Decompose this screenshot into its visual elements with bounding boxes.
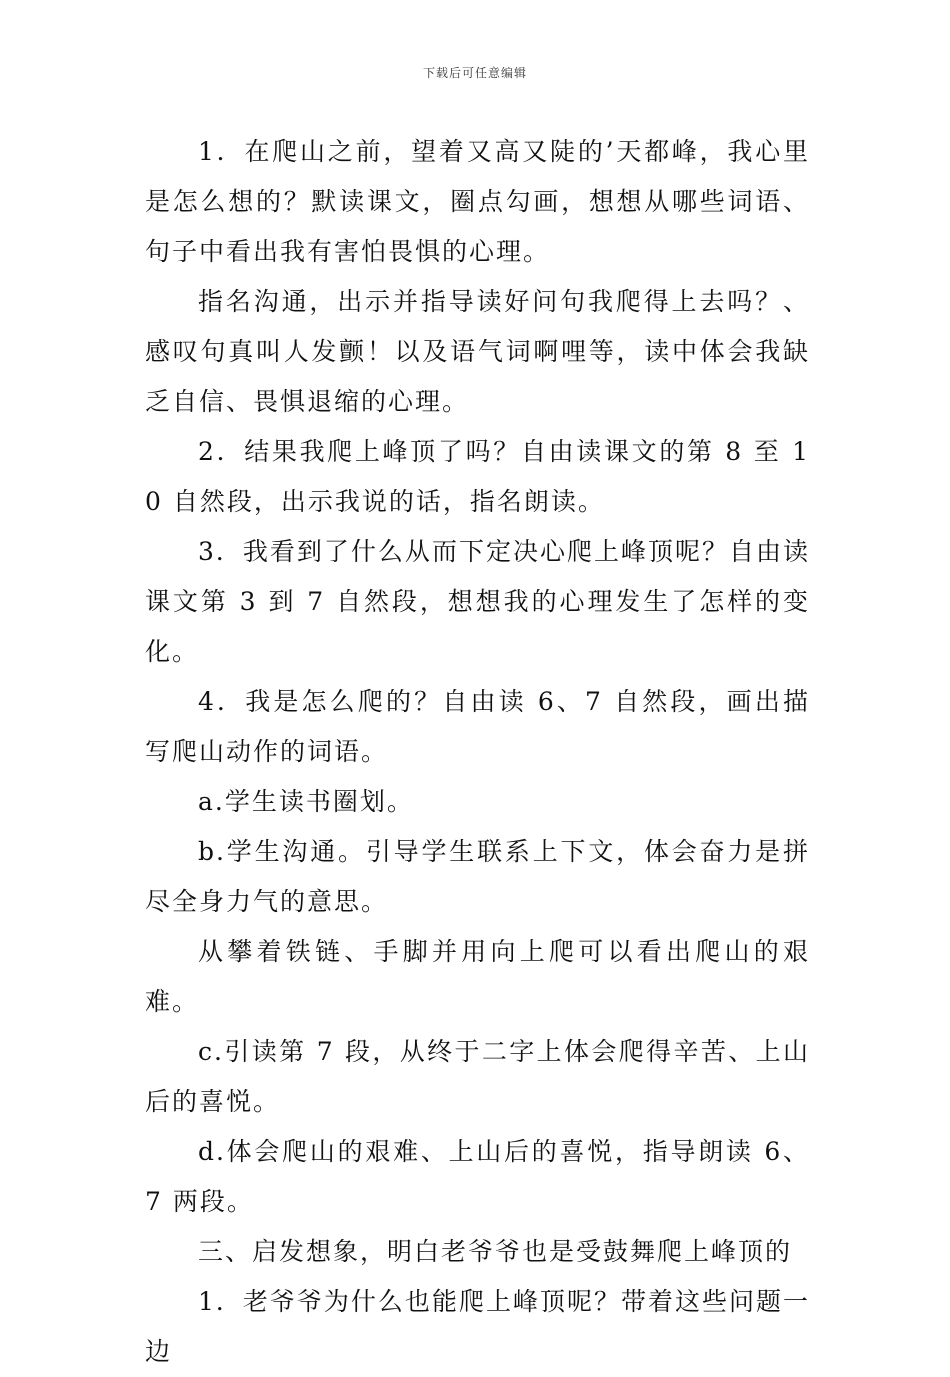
- page-header: 下载后可任意编辑: [422, 66, 527, 80]
- paragraph: 指名沟通，出示并指导读好问句我爬得上去吗？、感叹句真叫人发颤！以及语气词啊哩等，读中体会我缺乏自信、畏惧退缩的心理。: [145, 287, 810, 416]
- paragraph: 4．我是怎么爬的？自由读 6、7 自然段，画出描写爬山动作的词语。: [145, 687, 810, 766]
- paragraph: 1．在爬山之前，望着又高又陡的’天都峰，我心里是怎么想的？默读课文，圈点勾画，想想从哪些词语、句子中看出我有害怕畏惧的心理。: [145, 137, 810, 266]
- paragraph: 从攀着铁链、手脚并用向上爬可以看出爬山的艰难。: [145, 937, 810, 1016]
- paragraph: b.学生沟通。引导学生联系上下文，体会奋力是拼尽全身力气的意思。: [145, 837, 810, 916]
- paragraph: 3．我看到了什么从而下定决心爬上峰顶呢？自由读课文第 3 到 7 自然段，想想我的心理发生了怎样的变化。: [145, 537, 810, 666]
- paragraph: c.引读第 7 段，从终于二字上体会爬得辛苦、上山后的喜悦。: [145, 1037, 810, 1116]
- paragraph: a.学生读书圈划。: [198, 787, 414, 816]
- paragraph: 三、启发想象，明白老爷爷也是受鼓舞爬上峰顶的: [198, 1237, 793, 1266]
- paragraph: 2．结果我爬上峰顶了吗？自由读课文的第 8 至 10 自然段，出示我说的话，指名朗读。: [145, 437, 810, 516]
- paragraph: 1．老爷爷为什么也能爬上峰顶呢？带着这些问题一边: [145, 1287, 810, 1366]
- document-body: [145, 127, 810, 1377]
- paragraph: d.体会爬山的艰难、上山后的喜悦，指导朗读 6、7 两段。: [145, 1137, 810, 1216]
